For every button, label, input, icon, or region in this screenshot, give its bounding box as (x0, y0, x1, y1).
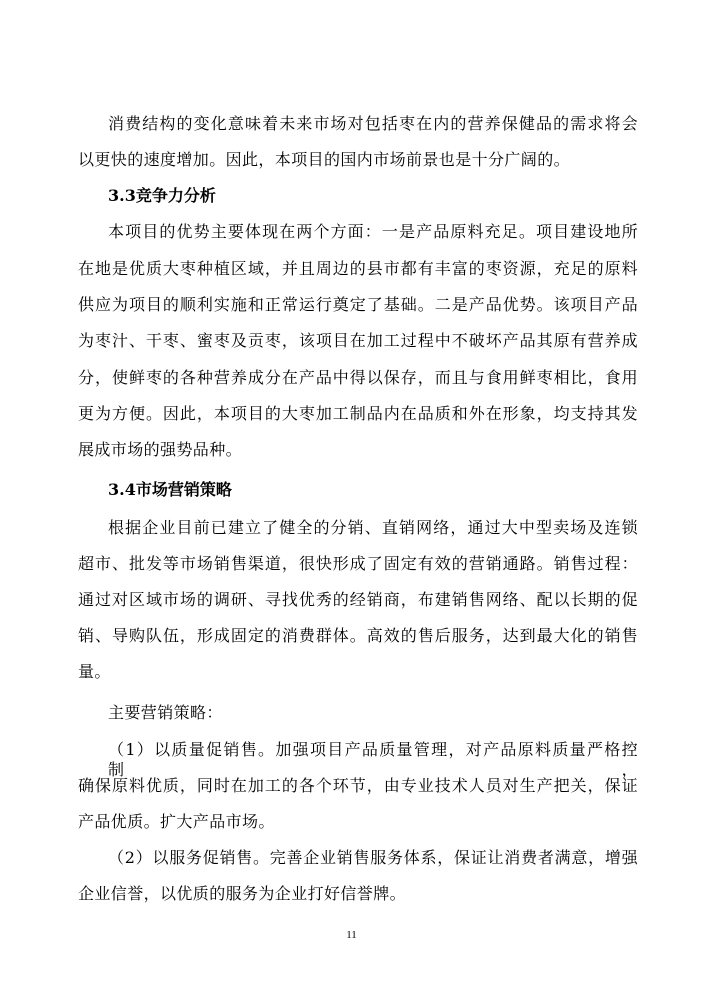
text-line: 供应为项目的顺利实施和正常运行奠定了基础。二是产品优势。该项目产品 (78, 295, 638, 314)
text-line: 展成市场的强势品种。 (78, 440, 243, 459)
text-line: 确保原料优质，同时在加工的各个环节，由专业技术人员对生产把关，保证 (78, 776, 638, 795)
text-line: 本项目的优势主要体现在两个方面：一是产品原料充足。项目建设地所 (108, 222, 638, 241)
text-line: 以更快的速度增加。因此，本项目的国内市场前景也是十分广阔的。 (78, 150, 571, 169)
text-line: 更为方便。因此，本项目的大枣加工制品内在品质和外在形象，均支持其发 (78, 404, 638, 423)
section-heading-3-3: 3.3竞争力分析 (108, 186, 216, 205)
text-line: （1）以质量促销售。加强项目产品质量管理，对产品原料质量严格控制， (108, 740, 638, 779)
text-line: 企业信誉，以优质的服务为企业打好信誉牌。 (78, 884, 407, 903)
text-line: 销、导购队伍，形成固定的消费群体。高效的售后服务，达到最大化的销售 (78, 626, 638, 645)
text-line: 产品优质。扩大产品市场。 (78, 812, 275, 831)
text-line: （2）以服务促销售。完善企业销售服务体系，保证让消费者满意，增强 (108, 848, 638, 867)
text-line: 消费结构的变化意味着未来市场对包括枣在内的营养保健品的需求将会 (108, 114, 638, 133)
text-line: 超市、批发等市场销售渠道，很快形成了固定有效的营销通路。销售过程： (78, 554, 638, 573)
text-line: 根据企业目前已建立了健全的分销、直销网络，通过大中型卖场及连锁 (108, 518, 638, 537)
text-line: 量。 (78, 662, 111, 681)
text-line: 分，使鲜枣的各种营养成分在产品中得以保存，而且与食用鲜枣相比，食用 (78, 368, 638, 387)
page-number: 11 (346, 929, 357, 941)
text-line: 为枣汁、干枣、蜜枣及贡枣，该项目在加工过程中不破坏产品其原有营养成 (78, 331, 638, 350)
text-line: 主要营销策略： (108, 703, 223, 722)
section-heading-3-4: 3.4市场营销策略 (108, 480, 232, 499)
text-line: 通过对区域市场的调研、寻找优秀的经销商，布建销售网络、配以长期的促 (78, 590, 638, 609)
text-line: 在地是优质大枣种植区域，并且周边的县市都有丰富的枣资源，充足的原料 (78, 259, 638, 278)
